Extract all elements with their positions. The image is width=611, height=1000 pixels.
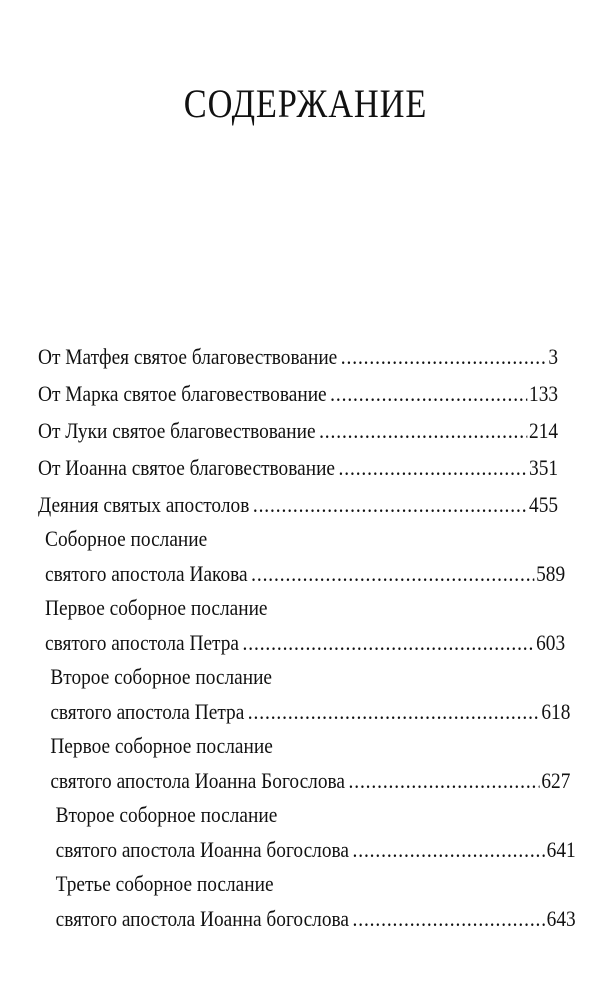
- toc-entry-john: [38, 449, 558, 486]
- toc-entry-title-line1: Третье соборное послание: [55, 871, 274, 896]
- toc-entry-title-line1: Первое соборное послание: [50, 733, 273, 758]
- toc-leader-dots: [330, 375, 527, 412]
- toc-page-number: 641: [546, 837, 576, 862]
- toc-page-number: 618: [541, 699, 571, 724]
- toc-entry-title-line1: Соборное послание: [45, 526, 208, 551]
- toc-entry-title: От Марка святое благовествование: [38, 381, 327, 406]
- toc-entry-1-john: [38, 730, 570, 799]
- toc-entry-title-line2: святого апостола Иоанна Богослова: [50, 768, 345, 793]
- toc-leader-dots: [349, 762, 540, 799]
- toc-page-number: 643: [546, 906, 576, 931]
- toc-page-number: 627: [541, 768, 571, 793]
- toc-page-number: 351: [529, 455, 559, 480]
- toc-page-number: 455: [529, 492, 559, 517]
- toc-page-number: 603: [536, 630, 566, 655]
- toc-entry-3-john: [38, 868, 576, 937]
- toc-entry-james: [38, 523, 565, 592]
- toc-entry-title: От Луки святое благовествование: [38, 418, 316, 443]
- toc-leader-dots: [248, 693, 540, 730]
- toc-page-number: 3: [548, 344, 559, 369]
- toc-entry-title-line1: Первое соборное послание: [45, 595, 268, 620]
- toc-entry-title-line2: святого апостола Иоанна богослова: [55, 837, 349, 862]
- toc-entry-title-line2: святого апостола Петра: [50, 699, 245, 724]
- toc-entry-1-peter: [38, 592, 565, 661]
- toc-leader-dots: [251, 555, 534, 592]
- table-of-contents: [38, 338, 576, 937]
- toc-page-number: 133: [529, 381, 559, 406]
- toc-entry-luke: [38, 412, 558, 449]
- toc-entry-title: От Матфея святое благовествование: [38, 344, 338, 369]
- toc-entry-title: От Иоанна святое благовествование: [38, 455, 336, 480]
- toc-leader-dots: [341, 338, 547, 375]
- toc-leader-dots: [243, 624, 535, 661]
- toc-page-number: 214: [529, 418, 559, 443]
- toc-entry-acts: [38, 486, 558, 523]
- toc-entry-title-line2: святого апостола Иоанна богослова: [55, 906, 349, 931]
- toc-entry-mark: [38, 375, 558, 412]
- toc-entry-title-line1: Второе соборное послание: [50, 664, 273, 689]
- toc-leader-dots: [319, 412, 527, 449]
- toc-entry-2-peter: [38, 661, 570, 730]
- toc-leader-dots: [353, 900, 545, 937]
- toc-entry-title-line1: Второе соборное послание: [55, 802, 278, 827]
- toc-entry-2-john: [38, 799, 576, 868]
- page-title: СОДЕРЖАНИЕ: [183, 81, 428, 126]
- toc-leader-dots: [353, 831, 545, 868]
- toc-entry-matthew: [38, 338, 558, 375]
- toc-leader-dots: [253, 486, 527, 523]
- toc-leader-dots: [339, 449, 528, 486]
- toc-entry-title-line2: святого апостола Петра: [45, 630, 240, 655]
- toc-page-number: 589: [536, 561, 566, 586]
- toc-entry-title-line2: святого апостола Иакова: [45, 561, 248, 586]
- toc-entry-title: Деяния святых апостолов: [38, 492, 250, 517]
